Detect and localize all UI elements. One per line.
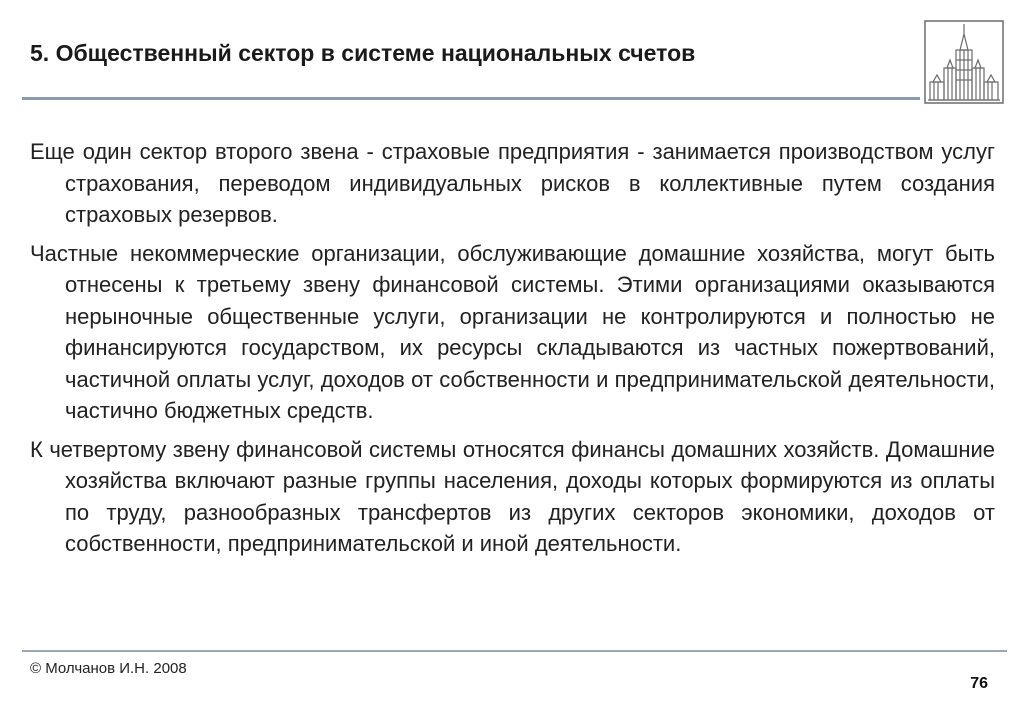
copyright-text: © Молчанов И.Н. 2008 (30, 660, 187, 677)
footer-divider (22, 650, 1007, 652)
paragraph-households: К четвертому звену финансовой системы относятся финансы домашних хозяйств. Домашние хозяйства включают разные группы населения, доходы которых формируются из оплаты по труду, разнообразных трансфертов из других секторов экономики, доходов от собственности, предпринимательской и иной деятельности. (30, 436, 995, 556)
paragraph-nonprofit: Частные некоммерческие организации, обслуживающие домашние хозяйства, могут быть отнесены к третьему звену финансовой системы. Этими организациями оказываются нерыночные общественные услуги, организации не контролируются и полностью не финансируются государством, их ресурсы складываются из частных пожертвований, частичной оплаты услуг, доходов от собственности и предпринимательской деятельности, частично бюджетных средств. (30, 240, 995, 423)
slide-body (30, 136, 995, 567)
title-divider (22, 97, 920, 100)
university-building-icon (924, 20, 1004, 104)
slide-title: 5. Общественный сектор в системе национальных счетов (30, 40, 696, 66)
page-number: 76 (970, 675, 988, 692)
paragraph-insurance: Еще один сектор второго звена - страховые предприятия - занимается производством услуг страхования, переводом индивидуальных рисков в коллективные путем создания страховых резервов. (30, 139, 995, 227)
